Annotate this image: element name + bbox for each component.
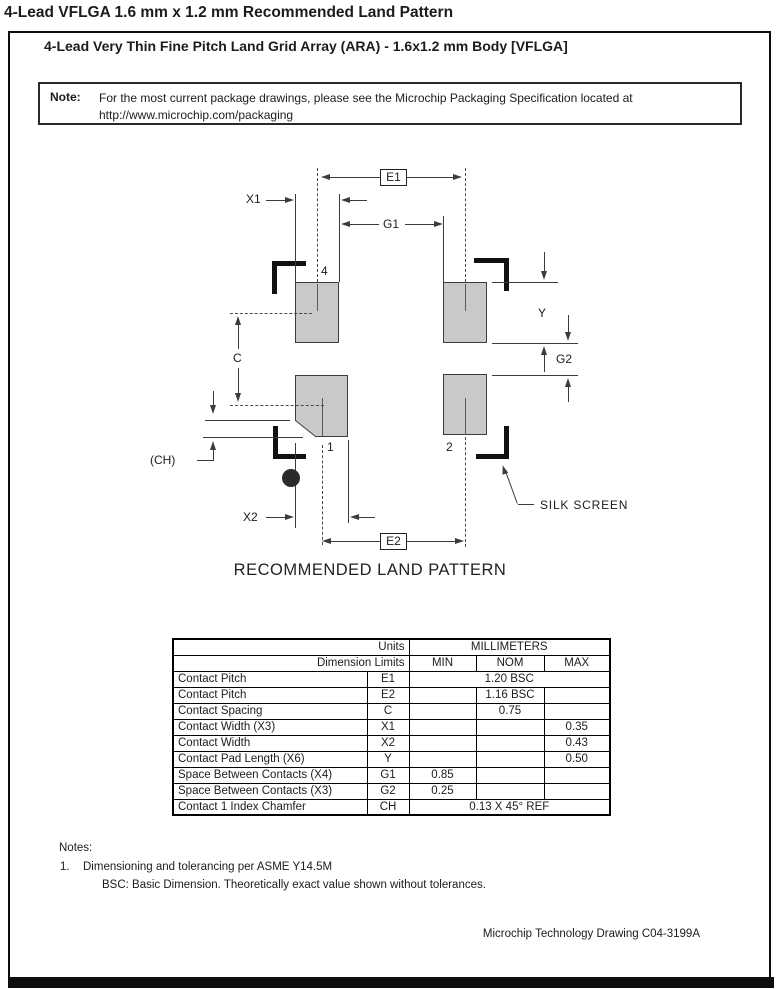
ch-arrow-top	[210, 405, 216, 414]
dim-max-cell	[544, 783, 610, 799]
dim-nom-cell	[476, 751, 544, 767]
notes-heading: Notes:	[59, 842, 93, 854]
x2-ext-line-right	[348, 440, 349, 523]
x1-ext-line-right	[339, 194, 340, 282]
x1-label: X1	[246, 192, 261, 206]
silk-screen-label: SILK SCREEN	[540, 498, 629, 512]
dim-min-cell: 0.25	[409, 783, 476, 799]
max-header-cell: MAX	[544, 655, 610, 671]
x1-dim-line	[266, 200, 285, 201]
e2-arrow-left	[322, 538, 331, 544]
y-arrow-top	[541, 271, 547, 280]
dim-name-cell: Contact Pad Length (X6)	[173, 751, 367, 767]
ch-leader	[197, 460, 214, 461]
c-dim-line	[238, 368, 239, 393]
table-row	[173, 719, 610, 735]
c-centerline-top	[230, 313, 312, 314]
x2-arrow-left	[285, 514, 294, 520]
pad-4-number: 4	[321, 264, 328, 278]
dim-min-cell	[409, 719, 476, 735]
dim-min-cell	[409, 687, 476, 703]
g1-arrow-left	[341, 221, 350, 227]
e2-label-box: E2	[380, 533, 407, 550]
table-row	[173, 767, 610, 783]
silk-leader-line	[518, 504, 534, 505]
ch-arrow-stem	[213, 449, 214, 460]
dim-min-cell	[409, 703, 476, 719]
dim-max-cell: 0.43	[544, 735, 610, 751]
dim-nom-cell: 0.75	[476, 703, 544, 719]
dim-nom-cell	[476, 767, 544, 783]
silk-corner-tl-arm	[272, 261, 277, 294]
x2-dim-line	[266, 517, 285, 518]
c-arrow-bottom	[235, 393, 241, 402]
pad-1-centerline	[322, 398, 323, 436]
note-box	[38, 82, 742, 125]
y-arrow-bottom	[565, 332, 571, 341]
x1-ext-line-left	[295, 194, 296, 282]
e1-label-box: E1	[380, 169, 407, 186]
g2-label: G2	[556, 352, 573, 366]
x2-arrow-right	[350, 514, 359, 520]
centerline-top-right	[465, 168, 466, 282]
e2-arrow-right	[455, 538, 464, 544]
units-label-cell: Units	[173, 639, 409, 655]
dim-min-cell	[409, 751, 476, 767]
dim-span-cell: 0.13 X 45° REF	[409, 799, 610, 815]
dim-name-cell: Space Between Contacts (X3)	[173, 783, 367, 799]
dim-nom-cell	[476, 783, 544, 799]
note-1-text: Dimensioning and tolerancing per ASME Y14.5M	[83, 861, 333, 873]
dim-limits-cell: Dimension Limits	[173, 655, 409, 671]
y-ext-line-bottom	[492, 343, 578, 344]
table-header-row	[173, 639, 610, 655]
g1-dim-line	[405, 224, 434, 225]
dim-name-cell: Contact Pitch	[173, 687, 367, 703]
ch-arrow-stem	[213, 391, 214, 405]
x2-label: X2	[243, 510, 258, 524]
silk-corner-bl-arm	[273, 454, 306, 459]
pad-4-centerline	[317, 284, 318, 311]
g2-ext-line	[492, 375, 578, 376]
pad-2-centerline	[465, 398, 466, 434]
y-arrow-stem	[544, 252, 545, 272]
g2-arrow-stem	[544, 354, 545, 372]
centerline-bottom-right	[465, 437, 466, 547]
c-label: C	[233, 351, 242, 365]
silk-corner-tl	[272, 261, 306, 266]
e2-dim-line	[407, 541, 455, 542]
pad-2-number: 2	[446, 440, 453, 454]
dim-nom-cell	[476, 719, 544, 735]
silk-corner-tr-arm	[504, 258, 509, 291]
centerline-top-left	[317, 168, 318, 282]
dim-name-cell: Contact Spacing	[173, 703, 367, 719]
c-centerline-bottom	[230, 405, 324, 406]
dim-name-cell: Space Between Contacts (X4)	[173, 767, 367, 783]
x1-dim-line	[350, 200, 367, 201]
dim-span-cell: 1.20 BSC	[409, 671, 610, 687]
dim-max-cell	[544, 767, 610, 783]
note-line-2: http://www.microchip.com/packaging	[99, 108, 294, 122]
dim-symbol-cell: G2	[367, 783, 409, 799]
x1-arrow-left	[285, 197, 294, 203]
ch-ext-line-bottom	[203, 437, 303, 438]
dim-symbol-cell: X1	[367, 719, 409, 735]
note-label: Note:	[50, 90, 81, 104]
ch-ext-line-top	[205, 420, 290, 421]
x2-dim-line	[359, 517, 375, 518]
e2-dim-line	[331, 541, 380, 542]
dim-symbol-cell: C	[367, 703, 409, 719]
dim-max-cell: 0.50	[544, 751, 610, 767]
g1-ext-line	[443, 216, 444, 282]
y-ext-line-top	[492, 282, 558, 283]
dim-max-cell	[544, 703, 610, 719]
table-row	[173, 799, 610, 815]
x1-arrow-right	[341, 197, 350, 203]
footer-bar	[8, 977, 774, 988]
table-row	[173, 703, 610, 719]
units-value-cell: MILLIMETERS	[409, 639, 610, 655]
dim-min-cell: 0.85	[409, 767, 476, 783]
ch-label: (CH)	[150, 453, 176, 467]
dim-max-cell: 0.35	[544, 719, 610, 735]
silk-corner-br-arm	[476, 454, 509, 459]
table-row	[173, 735, 610, 751]
note-line-1: For the most current package drawings, please see the Microchip Packaging Specification located at	[99, 91, 633, 105]
pad-1-index-dot	[282, 469, 300, 487]
dim-nom-cell: 1.16 BSC	[476, 687, 544, 703]
dim-name-cell: Contact Width (X3)	[173, 719, 367, 735]
c-dim-line	[238, 324, 239, 349]
g2-arrow-stem	[568, 386, 569, 402]
note-text	[99, 90, 633, 124]
y-label: Y	[538, 306, 547, 320]
dimension-table	[172, 638, 611, 816]
centerline-bottom-left	[322, 445, 323, 545]
table-row	[173, 783, 610, 799]
g1-label: G1	[383, 217, 400, 231]
drawing-caption: RECOMMENDED LAND PATTERN	[233, 561, 507, 579]
dim-symbol-cell: CH	[367, 799, 409, 815]
dim-symbol-cell: E1	[367, 671, 409, 687]
dim-name-cell: Contact Pitch	[173, 671, 367, 687]
table-header-row	[173, 655, 610, 671]
dim-min-cell	[409, 735, 476, 751]
pad-3-centerline	[465, 284, 466, 311]
drawing-number: Microchip Technology Drawing C04-3199A	[482, 928, 700, 940]
table-row	[173, 751, 610, 767]
nom-header-cell: NOM	[476, 655, 544, 671]
dim-max-cell	[544, 687, 610, 703]
g1-dim-line	[350, 224, 379, 225]
note-1-number: 1.	[60, 861, 70, 873]
dim-symbol-cell: E2	[367, 687, 409, 703]
g1-arrow-right	[434, 221, 443, 227]
dim-name-cell: Contact Width	[173, 735, 367, 751]
package-subtitle: 4-Lead Very Thin Fine Pitch Land Grid Array (ARA) - 1.6x1.2 mm Body [VFLGA]	[44, 38, 568, 54]
e1-dim-line	[407, 177, 453, 178]
y-arrow-stem	[568, 315, 569, 333]
dim-symbol-cell: X2	[367, 735, 409, 751]
dim-symbol-cell: G1	[367, 767, 409, 783]
dim-name-cell: Contact 1 Index Chamfer	[173, 799, 367, 815]
e1-arrow-left	[321, 174, 330, 180]
e1-dim-line	[330, 177, 380, 178]
page-title: 4-Lead VFLGA 1.6 mm x 1.2 mm Recommended Land Pattern	[4, 4, 454, 21]
pad-1-number: 1	[327, 440, 334, 454]
note-1-subtext: BSC: Basic Dimension. Theoretically exact value shown without tolerances.	[102, 879, 486, 891]
table-row	[173, 687, 610, 703]
dim-nom-cell	[476, 735, 544, 751]
min-header-cell: MIN	[409, 655, 476, 671]
table-row	[173, 671, 610, 687]
dim-symbol-cell: Y	[367, 751, 409, 767]
e1-arrow-right	[453, 174, 462, 180]
